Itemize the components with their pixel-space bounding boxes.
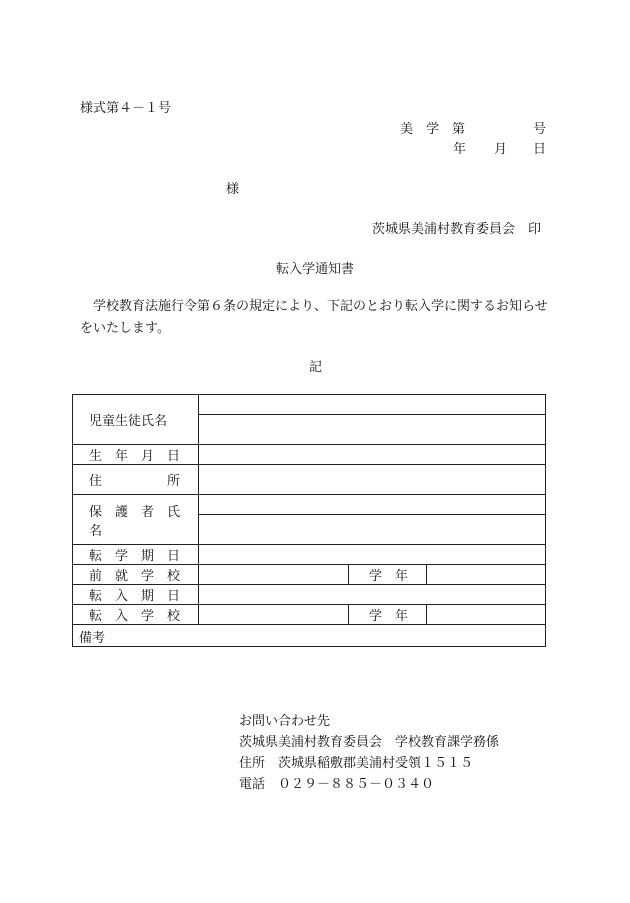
date-year: 年 bbox=[453, 142, 467, 157]
guardian-name-kana-cell bbox=[199, 495, 546, 515]
birth-date-cell bbox=[199, 445, 546, 465]
form-number: 様式第４－１号 bbox=[80, 101, 172, 116]
previous-grade-label: 学 年 bbox=[349, 565, 427, 585]
ki-label: 記 bbox=[309, 360, 323, 375]
student-name-kana-cell bbox=[199, 395, 546, 415]
date-month: 月 bbox=[494, 142, 508, 157]
transfer-in-date-label: 転 入 期 日 bbox=[73, 585, 199, 605]
contact-heading: お問い合わせ先 bbox=[239, 714, 331, 729]
notes-cell bbox=[73, 625, 546, 647]
guardian-name-label: 保 護 者 氏 名 bbox=[73, 495, 199, 545]
addressee-suffix: 様 bbox=[226, 182, 240, 197]
document-title: 転入学通知書 bbox=[276, 262, 355, 277]
guardian-name-cell bbox=[199, 515, 546, 545]
contact-address: 住所 茨城県稲敷郡美浦村受領１５１５ bbox=[239, 756, 474, 771]
issuer: 茨城県美浦村教育委員会 印 bbox=[372, 222, 542, 237]
previous-school-cell bbox=[199, 565, 349, 585]
address-label: 住 所 bbox=[73, 465, 199, 495]
new-grade-cell bbox=[427, 605, 546, 625]
doc-number-suffix: 号 bbox=[533, 122, 547, 137]
student-name-label: 児童生徒氏名 bbox=[73, 395, 199, 445]
doc-number-prefix: 美 学 第 bbox=[400, 122, 466, 137]
transfer-out-date-cell bbox=[199, 545, 546, 565]
address-cell bbox=[199, 465, 546, 495]
new-school-cell bbox=[199, 605, 349, 625]
date-day: 日 bbox=[533, 142, 547, 157]
previous-school-label: 前 就 学 校 bbox=[73, 565, 199, 585]
body-text: 学校教育法施行令第６条の規定により、下記のとおり転入学に関するお知らせをいたします。 bbox=[80, 299, 548, 336]
transfer-out-date-label: 転 学 期 日 bbox=[73, 545, 199, 565]
notes-label: 備考 bbox=[79, 631, 106, 646]
contact-phone: 電話 ０２９－８８５－０３４０ bbox=[239, 777, 435, 792]
contact-office: 茨城県美浦村教育委員会 学校教育課学務係 bbox=[239, 735, 500, 750]
transfer-in-date-cell bbox=[199, 585, 546, 605]
birth-date-label: 生 年 月 日 bbox=[73, 445, 199, 465]
transfer-form-table bbox=[72, 394, 546, 647]
previous-grade-cell bbox=[427, 565, 546, 585]
student-name-cell bbox=[199, 415, 546, 445]
new-school-label: 転 入 学 校 bbox=[73, 605, 199, 625]
new-grade-label: 学 年 bbox=[349, 605, 427, 625]
